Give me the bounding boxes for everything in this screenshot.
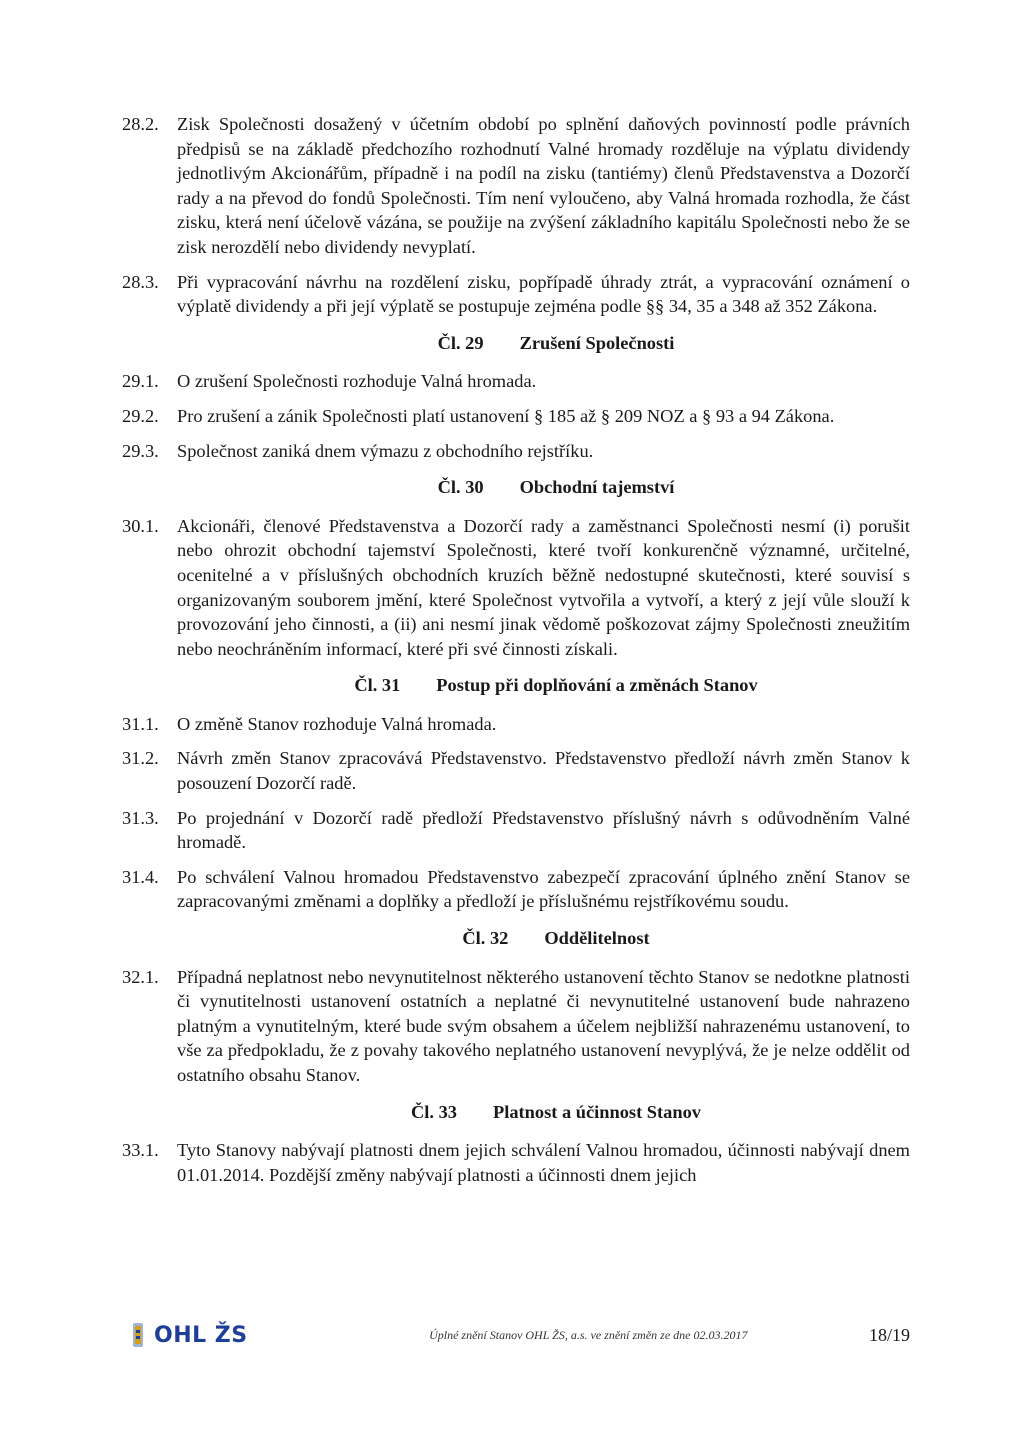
clause-text: Akcionáři, členové Představenstva a Dozorčí rady a zaměstnanci Společnosti nesmí (i) porušit nebo ohrozit obchodní tajemství Společnosti, které tvoří konkurenčně významné, určitelné, ocenitelné a v příslušných obchodních kruzích běžně nedostupné skutečnosti, které souvisí s organizovaným souborem jmění, které Společnost vytvořila a vytvoří, a který z její vůle slouží k provozování jeho činnosti, a (ii) ani nesmí jinak vědomě poškozovat zájmy Společnosti zneužitím nebo neochráněním informací, které při své činnosti získali. (177, 515, 910, 659)
section-number: Čl. 33 (411, 1101, 457, 1122)
clause-text: Případná neplatnost nebo nevynutitelnost některého ustanovení těchto Stanov se nedotkne platnosti či vynutitelnosti ustanovení ostatních a neplatné či nevynutitelné ustanovení bude nahrazeno platným a vynutitelným, které bude svým obsahem a účelem nejbližší nahrazenému ustanovení, to vše za předpokladu, že z povahy takového neplatného ustanovení nevyplývá, že je nelze oddělit od ostatního obsahu Stanov. (177, 966, 910, 1085)
section-heading (122, 673, 910, 698)
section-title: Postup při doplňování a změnách Stanov (436, 675, 758, 696)
clause-number: 29.2. (122, 405, 159, 426)
clause-text: Pro zrušení a zánik Společnosti platí ustanovení § 185 až § 209 NOZ a § 93 a 94 Zákona. (177, 405, 835, 426)
clause-number: 29.1. (122, 371, 159, 392)
page-footer (130, 1318, 910, 1352)
clause-number: 28.2. (122, 114, 159, 134)
company-logo (130, 1322, 248, 1348)
clause-text: Návrh změn Stanov zpracovává Představenstvo. Představenstvo předloží návrh změn Stanov k posouzení Dozorčí radě. (177, 748, 910, 794)
clause-paragraph (122, 1138, 910, 1187)
clause-text: Po projednání v Dozorčí radě předloží Představenstvo příslušný návrh s odůvodněním Valné hromadě. (177, 807, 910, 853)
clause-number: 29.3. (122, 440, 159, 461)
clause-number: 31.4. (122, 866, 159, 887)
clause-paragraph (122, 404, 910, 429)
clause-paragraph (122, 514, 910, 662)
clause-text: Při vypracování návrhu na rozdělení zisku, popřípadě úhrady ztrát, a vypracování oznámení o výplatě dividendy a při její výplatě se postupuje zejména podle §§ 34, 35 a 348 až 352 Zákona. (177, 271, 910, 317)
clause-paragraph (122, 439, 910, 464)
clause-text: O změně Stanov rozhoduje Valná hromada. (177, 713, 497, 734)
clause-paragraph (122, 965, 910, 1088)
page-number: 18/19 (868, 1324, 910, 1345)
section-title: Platnost a účinnost Stanov (493, 1101, 701, 1122)
clause-text: Společnost zaniká dnem výmazu z obchodního rejstříku. (177, 440, 594, 461)
clause-text: Po schválení Valnou hromadou Představenstvo zabezpečí zpracování úplného znění Stanov se zapracovanými změnami a doplňky a předloží je příslušnému rejstříkovému soudu. (177, 866, 910, 912)
section-number: Čl. 30 (437, 477, 484, 498)
section-title: Obchodní tajemství (519, 477, 675, 498)
section-title: Zrušení Společnosti (519, 332, 675, 353)
clause-paragraph (122, 270, 910, 319)
logo-text: OHL ŽS (154, 1322, 248, 1348)
document-body (122, 112, 910, 1197)
section-heading (122, 331, 910, 356)
clause-number: 31.3. (122, 807, 159, 828)
clause-text: Zisk Společnosti dosažený v účetním období po splnění daňových povinností podle právních předpisů se na základě předchozího rozhodnutí Valné hromady rozděluje na výplatu dividendy jednotlivým Akcionářům, případně i na podíl na zisku (tantiémy) členů Představenstva a Dozorčí rady a na převod do fondů Společnosti. Tím není vyloučeno, aby Valná hromada rozhodla, že část zisku, která není účelově vázána, se použije na zvýšení základního kapitálu Společnosti nebo že se zisk nerozdělí nebo dividendy nevyplatí. (177, 114, 910, 257)
clause-number: 28.3. (122, 271, 159, 292)
clause-number: 33.1. (122, 1140, 159, 1161)
clause-paragraph (122, 806, 910, 855)
section-heading (122, 926, 910, 951)
logo-mark-icon (130, 1322, 146, 1348)
clause-paragraph (122, 746, 910, 795)
clause-paragraph (122, 865, 910, 914)
clause-paragraph (122, 712, 910, 737)
footer-note: Úplné znění Stanov OHL ŽS, a.s. ve znění změn ze dne 02.03.2017 (429, 1327, 748, 1342)
clause-number: 31.1. (122, 713, 159, 734)
section-heading (122, 475, 910, 500)
clause-number: 30.1. (122, 515, 159, 536)
section-title: Oddělitelnost (544, 928, 650, 949)
clause-text: Tyto Stanovy nabývají platnosti dnem jejich schválení Valnou hromadou, účinnosti nabývají dnem 01.01.2014. Pozdější změny nabývají platnosti a účinnosti dnem jejich (177, 1140, 910, 1185)
section-number: Čl. 29 (437, 332, 484, 353)
clause-text: O zrušení Společnosti rozhoduje Valná hromada. (177, 371, 537, 392)
clause-number: 31.2. (122, 748, 159, 769)
section-heading (122, 1100, 910, 1125)
clause-number: 32.1. (122, 966, 159, 987)
section-number: Čl. 32 (462, 928, 509, 949)
clause-paragraph (122, 369, 910, 394)
section-number: Čl. 31 (354, 675, 401, 696)
clause-paragraph (122, 112, 910, 260)
